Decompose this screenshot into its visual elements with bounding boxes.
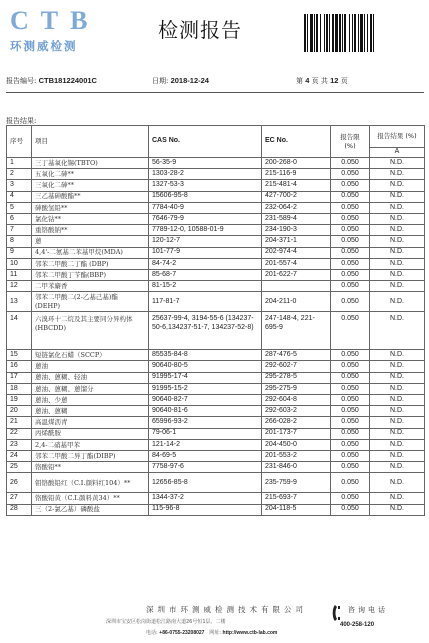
barcode-bar [352,14,353,52]
row-item: 氯化钴** [32,213,149,224]
row-result: N.D. [370,439,425,450]
row-ec: 201-553-2 [262,450,331,461]
barcode-bar [364,14,365,52]
row-limit: 0.050 [331,406,370,417]
row-cas: 7758-97-6 [149,462,262,473]
row-limit: 0.050 [331,158,370,169]
row-result: N.D. [370,493,425,504]
barcode-bar [310,14,313,52]
table-row [7,462,425,473]
row-number: 7 [7,225,32,236]
row-cas: 115-96-8 [149,504,262,515]
row-item: 短链氯化石蜡（SCCP） [32,350,149,361]
report-title: 检测报告 [158,18,242,42]
footer-web-link[interactable]: http://www.ctb-lab.com [222,630,278,636]
table-row [7,395,425,406]
row-result: N.D. [370,247,425,258]
row-number: 21 [7,417,32,428]
barcode-bar [354,14,356,52]
row-limit: 0.050 [331,169,370,180]
row-result: N.D. [370,406,425,417]
row-number: 19 [7,395,32,406]
page-footer [0,604,429,643]
table-row [7,493,425,504]
row-ec: 295-278-5 [262,372,331,383]
row-cas: 90640-80-5 [149,361,262,372]
row-result: N.D. [370,350,425,361]
row-cas: 65996-93-2 [149,417,262,428]
row-item: 邻苯二甲酸丁苄酯(BBP) [32,269,149,280]
row-number: 9 [7,247,32,258]
page-label-3: 页 [340,77,348,85]
table-row [7,428,425,439]
row-ec: 204-450-0 [262,439,331,450]
row-limit: 0.050 [331,191,370,202]
row-cas: 7789-12-0, 10588-01-9 [149,225,262,236]
row-limit: 0.050 [331,450,370,461]
row-result: N.D. [370,180,425,191]
row-ec: 292-602-7 [262,361,331,372]
row-cas: 85-68-7 [149,269,262,280]
row-cas: 81-15-2 [149,281,262,292]
row-result: N.D. [370,450,425,461]
row-result: N.D. [370,383,425,394]
row-number: 18 [7,383,32,394]
row-limit: 0.050 [331,383,370,394]
page-label-1: 第 [296,77,303,85]
barcode-bar [373,14,374,52]
row-item: 三乙基砷酸酯** [32,191,149,202]
row-result: N.D. [370,473,425,493]
row-item: 钼铬酸铅红（C.I.颜料红104）** [32,473,149,493]
row-number: 22 [7,428,32,439]
report-number [6,76,97,86]
row-number: 24 [7,450,32,461]
row-item: 二甲苯麝香 [32,281,149,292]
row-number: 27 [7,493,32,504]
row-ec: 202-974-4 [262,247,331,258]
row-cas: 12656-85-8 [149,473,262,493]
row-number: 28 [7,504,32,515]
table-row [7,158,425,169]
row-cas: 56-35-9 [149,158,262,169]
table-row [7,169,425,180]
row-number: 11 [7,269,32,280]
table-row [7,247,425,258]
report-date-value: 2018-12-24 [170,76,209,85]
footer-contact [146,629,277,636]
table-row [7,281,425,292]
barcode-bar [339,14,341,52]
row-item: 丙烯酰胺 [32,428,149,439]
table-row [7,180,425,191]
phone-icon [332,604,344,622]
barcode-bar [335,14,338,52]
page-total: 12 [330,76,339,85]
row-limit: 0.050 [331,180,370,191]
row-item: 蒽油、蒽糊、蒽馏分 [32,383,149,394]
row-item: 重铬酸钠** [32,225,149,236]
row-item: 蒽油、蒽糊、轻油 [32,372,149,383]
row-cas: 117-81-7 [149,292,262,312]
row-ec: 215-481-4 [262,180,331,191]
results-label: 报告结果: [6,117,37,125]
page-current: 4 [305,76,310,85]
hotline-number: 400-258-120 [340,622,375,628]
row-number: 3 [7,180,32,191]
row-result: N.D. [370,395,425,406]
company-logo [6,4,126,68]
row-cas: 84-74-2 [149,258,262,269]
footer-tel-label: 电话: [146,630,158,636]
row-item: 三（2-氯乙基）磷酸盐 [32,504,149,515]
row-limit: 0.050 [331,473,370,493]
row-result: N.D. [370,269,425,280]
row-result: N.D. [370,292,425,312]
row-limit: 0.050 [331,247,370,258]
barcode-bar [314,14,315,52]
row-item: 三丁基氧化锡(TBTO) [32,158,149,169]
table-row [7,213,425,224]
row-limit: 0.050 [331,312,370,350]
row-number: 4 [7,191,32,202]
row-ec: 200-268-0 [262,158,331,169]
row-result: N.D. [370,504,425,515]
row-result: N.D. [370,158,425,169]
row-number: 16 [7,361,32,372]
row-limit: 0.050 [331,361,370,372]
row-ec: 295-275-9 [262,383,331,394]
row-number: 1 [7,158,32,169]
row-number: 17 [7,372,32,383]
row-limit: 0.050 [331,281,370,292]
table-row [7,417,425,428]
page-indicator [296,76,348,86]
barcode-bar [324,14,325,52]
table-header-row [7,126,425,148]
table-row [7,361,425,372]
row-number: 12 [7,281,32,292]
row-result: N.D. [370,372,425,383]
row-ec: 235-759-9 [262,473,331,493]
row-number: 26 [7,473,32,493]
header-cas: CAS No. [149,126,262,158]
table-row [7,269,425,280]
row-ec: 287-476-5 [262,350,331,361]
row-limit: 0.050 [331,269,370,280]
row-result: N.D. [370,169,425,180]
row-limit: 0.050 [331,395,370,406]
row-limit: 0.050 [331,225,370,236]
row-result: N.D. [370,258,425,269]
row-result: N.D. [370,236,425,247]
row-ec: 231-589-4 [262,213,331,224]
row-item: 邻苯二甲酸二丁酯 (DBP) [32,258,149,269]
table-row [7,292,425,312]
footer-company: 深圳市环测威检测技术有限公司 [146,605,307,614]
row-limit: 0.050 [331,462,370,473]
table-row [7,236,425,247]
footer-web-label: 网址: [209,630,221,636]
barcode-bar [349,14,350,52]
row-item: 六溴环十二烷及其主要同分异构体(HBCDD) [32,312,149,350]
row-result: N.D. [370,417,425,428]
row-item: 高温煤沥青 [32,417,149,428]
barcode-bar [304,14,306,52]
row-item: 邻苯二甲酸二(2-乙基己基)酯 (DEHP) [32,292,149,312]
row-result: N.D. [370,361,425,372]
table-row [7,439,425,450]
row-limit: 0.050 [331,493,370,504]
row-result: N.D. [370,213,425,224]
row-cas: 25637-99-4, 3194-55-6 (134237-50-6,134237-51-7, 134237-52-8) [149,312,262,350]
header-result: 报告结果 (%) [370,126,425,148]
header-item: 项目 [32,126,149,158]
row-cas: 1344-37-2 [149,493,262,504]
row-number: 20 [7,406,32,417]
row-limit: 0.050 [331,258,370,269]
row-cas: 85535-84-8 [149,350,262,361]
row-ec: 234-190-3 [262,225,331,236]
row-item: 蒽油 [32,361,149,372]
row-limit: 0.050 [331,372,370,383]
row-limit: 0.050 [331,417,370,428]
row-item: 4,4'-二氨基二苯基甲烷(MDA) [32,247,149,258]
row-ec: 292-603-2 [262,406,331,417]
hotline-label: 咨询电话 [348,606,388,614]
row-cas: 120-12-7 [149,236,262,247]
row-ec: 204-211-0 [262,292,331,312]
row-item: 蒽油、蒽糊 [32,406,149,417]
table-row [7,383,425,394]
row-number: 5 [7,202,32,213]
page-label-2: 页 共 [311,77,328,85]
table-row [7,312,425,350]
row-ec: 204-371-1 [262,236,331,247]
table-row [7,504,425,515]
row-item: 铬酸铅黄（C.I.颜料黄34）** [32,493,149,504]
table-row [7,191,425,202]
row-number: 6 [7,213,32,224]
table-row [7,350,425,361]
row-cas: 84-69-5 [149,450,262,461]
barcode-bar [342,14,343,52]
row-cas: 7646-79-9 [149,213,262,224]
row-result: N.D. [370,225,425,236]
row-cas: 91995-15-2 [149,383,262,394]
barcode [304,14,422,52]
barcode-bar [316,14,318,52]
footer-address: 深圳市宝安区松岗街道松江路南大道26号恒1层、二楼 [106,619,226,625]
row-number: 14 [7,312,32,350]
barcode-bar [370,14,372,52]
row-ec: 201-173-7 [262,428,331,439]
row-ec [262,281,331,292]
row-cas: 79-06-1 [149,428,262,439]
row-item: 砷酸氢铅** [32,202,149,213]
row-ec: 292-604-8 [262,395,331,406]
row-result: N.D. [370,191,425,202]
table-row [7,258,425,269]
row-number: 23 [7,439,32,450]
row-result: N.D. [370,281,425,292]
row-number: 15 [7,350,32,361]
report-date [152,76,209,86]
row-cas: 91995-17-4 [149,372,262,383]
row-ec: 231-846-0 [262,462,331,473]
row-number: 10 [7,258,32,269]
barcode-bar [320,14,321,52]
barcode-bar [329,14,330,52]
row-limit: 0.050 [331,350,370,361]
table-row [7,225,425,236]
row-item: 蒽 [32,236,149,247]
header-sample: A [370,148,425,158]
logo-text: CTB [10,6,100,35]
table-row [7,202,425,213]
header-no: 序号 [7,126,32,158]
row-result: N.D. [370,312,425,350]
row-ec: 201-622-7 [262,269,331,280]
row-cas: 90640-81-6 [149,406,262,417]
row-ec: 215-116-9 [262,169,331,180]
row-item: 蒽油、少蒽 [32,395,149,406]
report-number-value: CTB181224001C [38,76,97,85]
row-limit: 0.050 [331,428,370,439]
row-result: N.D. [370,428,425,439]
report-date-label: 日期: [152,77,169,85]
row-number: 2 [7,169,32,180]
row-ec: 215-693-7 [262,493,331,504]
header-divider [6,92,424,93]
row-limit: 0.050 [331,504,370,515]
table-row [7,473,425,493]
row-limit: 0.050 [331,292,370,312]
row-ec: 427-700-2 [262,191,331,202]
row-cas: 7784-40-9 [149,202,262,213]
row-number: 13 [7,292,32,312]
row-number: 8 [7,236,32,247]
barcode-bar [332,14,334,52]
row-item: 邻苯二甲酸二异丁酯(DIBP) [32,450,149,461]
row-result: N.D. [370,462,425,473]
row-cas: 1327-53-3 [149,180,262,191]
row-limit: 0.050 [331,439,370,450]
row-cas: 121-14-2 [149,439,262,450]
row-ec: 204-118-5 [262,504,331,515]
row-cas: 15606-95-8 [149,191,262,202]
row-ec: 266-028-2 [262,417,331,428]
header-limit: 报告限 (%) [331,126,370,158]
footer-tel: +86-0755-23208027 [159,630,205,636]
table-row [7,372,425,383]
barcode-bar [326,14,328,52]
results-table [6,125,425,516]
barcode-bar [307,14,308,52]
row-cas: 101-77-9 [149,247,262,258]
row-limit: 0.050 [331,236,370,247]
row-item: 三氧化二砷** [32,180,149,191]
header-ec: EC No. [262,126,331,158]
barcode-bar [367,14,368,52]
row-ec: 247-148-4, 221-695-9 [262,312,331,350]
barcode-bar [344,14,346,52]
row-limit: 0.050 [331,202,370,213]
row-item: 五氧化二砷** [32,169,149,180]
row-item: 铬酸铅** [32,462,149,473]
row-result: N.D. [370,202,425,213]
table-row [7,406,425,417]
row-ec: 232-064-2 [262,202,331,213]
table-row [7,450,425,461]
barcode-bar [358,14,359,52]
row-cas: 90640-82-7 [149,395,262,406]
barcode-bar [360,14,363,52]
row-cas: 1303-28-2 [149,169,262,180]
row-item: 2,4-二硝基甲苯 [32,439,149,450]
row-number: 25 [7,462,32,473]
report-number-label: 报告编号: [6,77,37,85]
row-ec: 201-557-4 [262,258,331,269]
row-limit: 0.050 [331,213,370,224]
logo-cn-text: 环测威检测 [10,39,78,53]
